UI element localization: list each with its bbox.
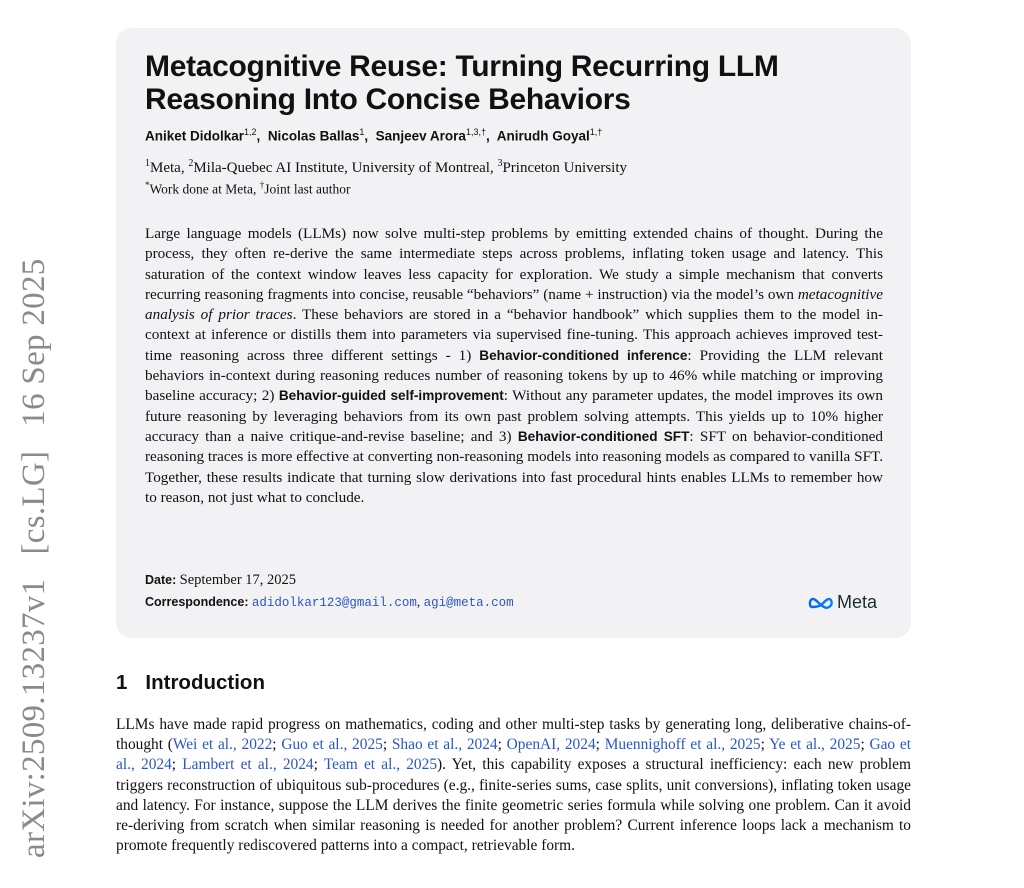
meta-logo <box>808 592 877 613</box>
correspondence-row: Correspondence: adidolkar123@gmail.com, agi@meta.com <box>145 594 514 610</box>
affiliation-list: $^1$Meta, $^2$Mila-Quebec AI Institute, University of Montreal, $^3$Princeton University <box>145 158 628 176</box>
section-title: Introduction <box>145 671 265 694</box>
author-list: Aniket Didolkar$^{1,2}$, Nicolas Ballas$^1$, Sanjeev Arora$^{1,3,\dagger}$, Anirudh Goyal$^{1,\dagger}$ <box>145 127 603 144</box>
abstract-emphasis: metacognitive analysis of prior traces <box>145 285 883 324</box>
author-name: Aniket Didolkar <box>145 128 245 144</box>
author-name: Nicolas Ballas <box>267 128 360 144</box>
citation-link[interactable]: OpenAI, 2024 <box>506 736 596 754</box>
intro-segment: ). Yet, this capability exposes a structural inefficiency: each new problem triggers reconstruction of ubiquitous sub-procedures (e.g., finite-series sums, case splits, unit conversions), inflating token usage and latency. For instance, suppose the LLM derives the finite geometric series formula while solving one problem. Can it avoid re-deriving from scratch when similar reasoning is needed for another problem? Current inference loops lack a mechanism to promote frequently rediscovered patterns into a compact, retrievable form. <box>116 756 911 855</box>
affiliation-mark: 2 <box>188 158 194 169</box>
abstract-segment: Large language models (LLMs) now solve multi-step problems by emitting extended chains of thought. During the process, they often re-derive the same intermediate steps across problems, inflating token usage and latency. This saturation of the context window leaves less capacity for exploration. We study a simple mechanism that converts recurring reasoning fragments into concise, reusable “behaviors” (name + instruction) via the model’s own <box>145 225 883 303</box>
author-footnote: *Work done at Meta, †Joint last author <box>145 180 351 197</box>
abstract-text <box>145 224 883 508</box>
abstract-bold-term: Behavior-guided self-improvement <box>278 388 504 404</box>
citation-link[interactable]: Muennighoff et al., 2025 <box>604 736 761 754</box>
intro-paragraph: LLMs have made rapid progress on mathematics, coding and other multi-step tasks by generating long, deliberative chains-of-thought (Wei et al., 2022; Guo et al., 2025; Shao et al., 2024; OpenAI, 2024; Muennighoff et al., 2025; Ye et al., 2025; Gao et al., 2024; Lambert et al., 2024; Team et al., 2025). Yet, this capability exposes a structural inefficiency: each new problem triggers reconstruction of ubiquitous sub-procedures (e.g., finite-series sums, case splits, unit conversions), inflating token usage and latency. For instance, suppose the LLM derives the finite geometric series formula while solving one problem. Can it avoid re-deriving from scratch when similar reasoning is needed for another problem? Current inference loops lack a mechanism to promote frequently rediscovered patterns into a compact, retrievable form. <box>116 716 911 855</box>
affiliation-name: Princeton University <box>502 160 628 176</box>
arxiv-category: [cs.LG] <box>16 450 52 555</box>
citation-link[interactable]: Team et al., 2025 <box>323 756 438 774</box>
abstract-segment: . These behaviors are stored in a “behavior handbook” which supplies them to the model in-context at inference or distills them into parameters via supervised fine-tuning. This approach achieves improved test-time reasoning across three different settings - 1) <box>145 306 883 364</box>
citation-link[interactable]: Shao et al., 2024 <box>391 736 498 754</box>
abstract-segment: : SFT on behavior-conditioned reasoning traces is more effective at converting non-reasoning models into reasoning models as compared to vanilla SFT. Together, these results indicate that turning slow derivations into fast procedural hints enables LLMs to remember how to reason, not just what to conclude. <box>145 427 883 506</box>
author-name: Sanjeev Arora <box>375 128 466 144</box>
section-heading <box>116 671 265 695</box>
arxiv-identifier-stamp <box>16 258 56 858</box>
citation-link[interactable]: Gao et al., 2024 <box>116 736 911 774</box>
meta-logo-text: Meta <box>837 592 878 612</box>
footnote-star: * <box>145 180 150 190</box>
abstract-segment: : Providing the LLM relevant behaviors in-context during reasoning reduces number of reasoning tokens by up to 46% while matching or improving baseline accuracy; 2) <box>145 346 883 405</box>
arxiv-date: 16 Sep 2025 <box>16 258 52 427</box>
abstract-segment: : Without any parameter updates, the model improves its own future reasoning by leveraging behaviors from its own past problem solving attempts. This yields up to 10% higher accuracy than a naive critique-and-revise baseline; and 3) <box>145 387 883 445</box>
author-marks: 1,3,† <box>465 127 486 137</box>
email-link[interactable]: agi@meta.com <box>423 596 514 610</box>
date-label: Date: <box>145 573 177 587</box>
affiliation-name: Meta <box>150 160 181 176</box>
paper-title: Metacognitive Reuse: Turning Recurring LLM Reasoning Into Concise Behaviors <box>145 50 779 116</box>
author-marks: 1 <box>359 127 365 137</box>
citation-link[interactable]: Guo et al., 2025 <box>281 736 383 754</box>
author-marks: 1,† <box>589 127 603 137</box>
citation-link[interactable]: Ye et al., 2025 <box>769 736 861 754</box>
correspondence-label: Correspondence: <box>145 595 249 609</box>
citation-link[interactable]: Wei et al., 2022 <box>172 736 273 754</box>
date-row <box>145 572 296 589</box>
intro-segment: LLMs have made rapid progress on mathematics, coding and other multi-step tasks by generating long, deliberative chains-of-thought ( <box>116 716 911 754</box>
section-number: 1 <box>116 671 128 694</box>
citation-link[interactable]: Lambert et al., 2024 <box>182 756 314 774</box>
date-value: September 17, 2025 <box>179 572 297 588</box>
affiliation-mark: 3 <box>497 158 503 169</box>
affiliation-name: Mila-Quebec AI Institute, University of Montreal <box>193 160 490 176</box>
footnote-work: Work done at Meta <box>149 181 254 197</box>
email-link[interactable]: adidolkar123@gmail.com <box>251 596 417 610</box>
author-marks: 1,2 <box>244 127 257 137</box>
meta-infinity-icon <box>808 596 834 610</box>
footnote-joint: Joint last author <box>264 181 351 197</box>
abstract-bold-term: Behavior-conditioned inference <box>479 347 688 363</box>
footnote-dagger: † <box>259 180 265 190</box>
author-name: Anirudh Goyal <box>496 128 590 144</box>
affiliation-mark: 1 <box>145 158 150 169</box>
arxiv-id: arXiv:2509.13237v1 <box>16 578 52 858</box>
abstract-bold-term: Behavior-conditioned SFT <box>517 428 690 444</box>
